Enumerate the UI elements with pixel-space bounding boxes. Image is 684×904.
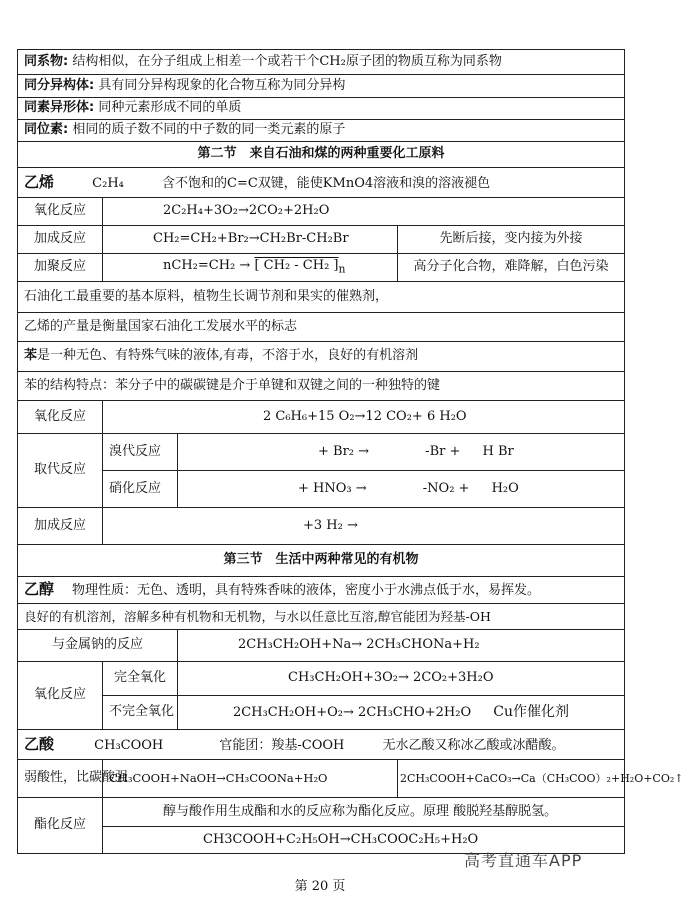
- polymer-n: n: [338, 263, 346, 277]
- reaction-equation: 2CH₃CH₂OH+O₂→ 2CH₃CHO+2H₂O: [233, 704, 472, 720]
- benzene-row: [18, 342, 625, 372]
- ethylene-desc: 含不饱和的C=C双键，能使KMnO4溶液和溴的溶液褪色: [162, 175, 491, 191]
- section3-title: 第三节 生活中两种常见的有机物: [18, 545, 625, 577]
- reaction-row: [18, 198, 625, 226]
- reaction-equation: CH₃COOH+NaOH→CH₃COONa+H₂O: [103, 760, 398, 798]
- eq-part: H Br: [482, 443, 514, 459]
- reaction-equation: CH₃CH₂OH+3O₂→ 2CO₂+3H₂O: [178, 662, 625, 696]
- polymer-arrow: →: [239, 258, 251, 274]
- text-row: [18, 282, 625, 313]
- acid-formula: CH₃COOH: [94, 737, 164, 753]
- reaction-label: 弱酸性，比碳酸强: [18, 760, 103, 798]
- ethanol-name: 乙醇: [24, 580, 55, 599]
- reaction-row: [18, 401, 625, 434]
- reaction-label: 氧化反应: [18, 198, 103, 226]
- reaction-label: 酯化反应: [18, 798, 103, 854]
- def-text: 具有同分异构现象的化合物互称为同分异构: [98, 77, 346, 93]
- reaction-row: [18, 696, 625, 730]
- reaction-row: [18, 254, 625, 282]
- reaction-note: 先断后接，变内接为外接: [398, 226, 625, 254]
- sub-label: 硝化反应: [103, 471, 178, 508]
- def-text: 结构相似，在分子组成上相差一个或若干个CH₂原子团的物质互称为同系物: [72, 53, 502, 69]
- reaction-equation: 2CH₃CH₂OH+Na→ 2CH₃CHONa+H₂: [178, 630, 625, 662]
- reaction-note: Cu作催化剂: [493, 703, 569, 720]
- ethylene-output: 乙烯的产量是衡量国家石油化工发展水平的标志: [18, 313, 625, 342]
- ethanol-row: [18, 577, 625, 604]
- polymer-left: nCH₂=CH₂: [163, 258, 236, 274]
- def-row: [18, 50, 625, 75]
- ethanol-desc2: 良好的有机溶剂，溶解多种有机物和无机物，与水以任意比互溶,醇官能团为羟基-OH: [18, 604, 625, 630]
- watermark: 高考直通车APP: [464, 851, 583, 870]
- reaction-equation: +3 H₂ →: [103, 508, 625, 545]
- reaction-row: [18, 471, 625, 508]
- sub-label: 不完全氧化: [103, 696, 178, 730]
- reaction-row: [18, 630, 625, 662]
- sub-label: 完全氧化: [103, 662, 178, 696]
- reaction-note: 高分子化合物，难降解，白色污染: [398, 254, 625, 282]
- eq-part: H₂O: [491, 480, 519, 496]
- def-term: 同分异构体:: [24, 77, 95, 93]
- reaction-equation: CH₂=CH₂+Br₂→CH₂Br-CH₂Br: [103, 226, 398, 254]
- eq-part: + HNO₃ →: [298, 480, 367, 496]
- reaction-label: 取代反应: [18, 434, 103, 508]
- def-term: 同素异形体:: [24, 100, 95, 116]
- section-heading: [18, 545, 625, 577]
- eq-part: -NO₂ +: [422, 480, 470, 496]
- ester-desc: 醇与酸作用生成酯和水的反应称为酯化反应。原理 酸脱羟基醇脱氢。: [103, 798, 625, 827]
- reaction-label: 与金属钠的反应: [18, 630, 178, 662]
- ethylene-use: 石油化工最重要的基本原料，植物生长调节剂和果实的催熟剂，: [18, 282, 625, 313]
- reaction-row: [18, 662, 625, 696]
- def-row: [18, 75, 625, 98]
- text-row: [18, 604, 625, 630]
- reaction-label: 加聚反应: [18, 254, 103, 282]
- def-text: 相同的质子数不同的中子数的同一类元素的原子: [72, 122, 346, 138]
- benzene-desc: 是一种无色、有特殊气味的液体,有毒，不溶于水，良好的有机溶剂: [37, 348, 419, 364]
- ethylene-row: [18, 168, 625, 198]
- benzene-name: 苯: [24, 348, 38, 364]
- section2-title: 第二节 来自石油和煤的两种重要化工原料: [18, 142, 625, 168]
- eq-part: + Br₂ →: [318, 443, 370, 459]
- ethylene-formula: C₂H₄: [92, 175, 124, 191]
- sub-label: 溴代反应: [103, 434, 178, 471]
- reaction-equation: [178, 434, 625, 471]
- reaction-equation: 2 C₆H₆+15 O₂→12 CO₂+ 6 H₂O: [103, 401, 625, 434]
- acid-row: [18, 730, 625, 760]
- benzene-structure: 苯的结构特点：苯分子中的碳碳键是介于单键和双键之间的一种独特的键: [18, 372, 625, 401]
- reaction-row: [18, 226, 625, 254]
- reaction-equation: CH3COOH+C₂H₅OH→CH₃COOC₂H₅+H₂O: [103, 827, 625, 854]
- ethylene-name: 乙烯: [24, 172, 55, 191]
- def-text: 同种元素形成不同的单质: [98, 100, 242, 116]
- reaction-row: [18, 760, 625, 798]
- def-row: [18, 98, 625, 120]
- def-term: 同位素:: [24, 122, 69, 138]
- reaction-row: [18, 798, 625, 827]
- notes-table: [17, 49, 684, 854]
- polymer-right: [ CH₂ - CH₂ ]: [254, 258, 339, 274]
- text-row: [18, 313, 625, 342]
- page-number: 第 20 页: [294, 879, 346, 894]
- acid-group: 官能团：羧基-COOH: [219, 737, 345, 753]
- def-row: [18, 120, 625, 142]
- acid-name: 乙酸: [24, 734, 55, 753]
- reaction-equation: 2C₂H₄+3O₂→2CO₂+2H₂O: [103, 198, 625, 226]
- reaction-label: 加成反应: [18, 226, 103, 254]
- reaction-equation: [103, 254, 398, 282]
- reaction-label: 氧化反应: [18, 662, 103, 730]
- ethanol-desc: 物理性质：无色、透明，具有特殊香味的液体，密度小于水沸点低于水，易挥发。: [72, 583, 541, 599]
- reaction-label: 加成反应: [18, 508, 103, 545]
- eq-part: -Br +: [425, 443, 461, 459]
- reaction-equation: 2CH₃COOH+CaCO₃→Ca（CH₃COO）₂+H₂O+CO₂↑: [398, 760, 625, 798]
- reaction-row: [18, 434, 625, 471]
- reaction-row: [18, 508, 625, 545]
- reaction-equation: [178, 471, 625, 508]
- acid-alias: 无水乙酸又称冰乙酸或冰醋酸。: [382, 737, 565, 753]
- text-row: [18, 372, 625, 401]
- def-term: 同系物:: [24, 53, 69, 69]
- reaction-label: 氧化反应: [18, 401, 103, 434]
- section-heading: [18, 142, 625, 168]
